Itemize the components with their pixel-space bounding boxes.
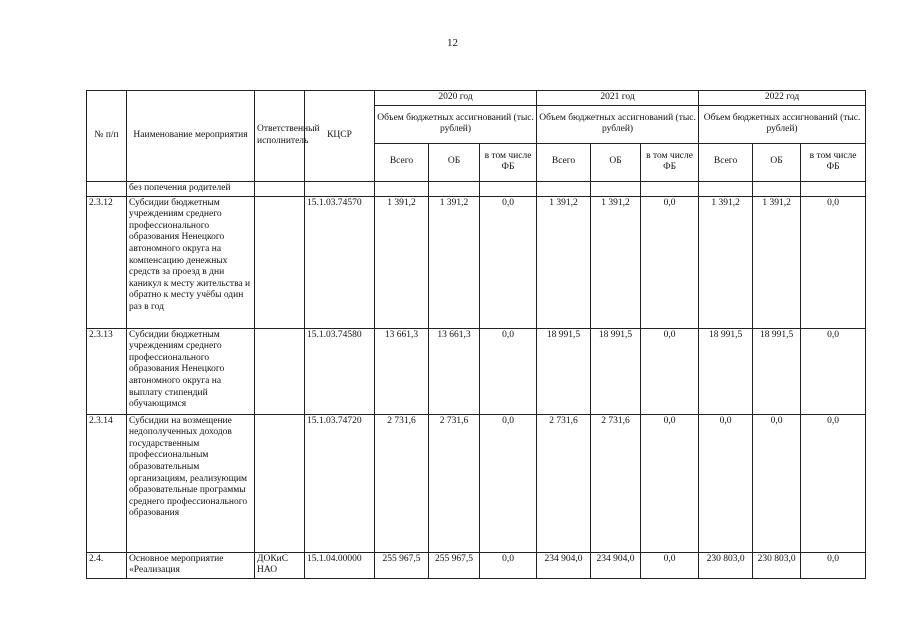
cell-total-2020: 13 661,3 [375, 328, 429, 414]
cell-num: 2.4. [87, 552, 127, 578]
cell-ob-2021: 1 391,2 [591, 196, 641, 328]
cell-ob-2021: 234 904,0 [591, 552, 641, 578]
cell-ob-2020: 255 967,5 [429, 552, 480, 578]
cell-kcsr: 15.1.03.74570 [305, 196, 375, 328]
cell-empty [480, 181, 537, 196]
cell-total-2022: 18 991,5 [699, 328, 753, 414]
cell-empty [641, 181, 699, 196]
cell-empty [429, 181, 480, 196]
header-fb-2020: в том числе ФБ [480, 143, 537, 181]
cell-fb-2021: 0,0 [641, 552, 699, 578]
cell-empty [537, 181, 591, 196]
cell-kcsr: 15.1.03.74580 [305, 328, 375, 414]
cell-ob-2020: 2 731,6 [429, 414, 480, 552]
header-year-2020: 2020 год [375, 91, 537, 106]
cell-total-2022: 230 803,0 [699, 552, 753, 578]
cell-name: Субсидии бюджетным учреждениям среднего профессионального образования Ненецкого автономного округа на выплату стипендий обучающимся [127, 328, 255, 414]
cell-ob-2022: 18 991,5 [753, 328, 801, 414]
cell-fb-2022: 0,0 [801, 196, 866, 328]
cell-empty [255, 181, 305, 196]
header-fb-2022: в том числе ФБ [801, 143, 866, 181]
header-ob-2022: ОБ [753, 143, 801, 181]
cell-ob-2020: 13 661,3 [429, 328, 480, 414]
cell-responsible [255, 414, 305, 552]
budget-table [86, 90, 866, 579]
cell-name: без попечения родителей [127, 181, 255, 196]
cell-ob-2021: 18 991,5 [591, 328, 641, 414]
cell-kcsr: 15.1.03.74720 [305, 414, 375, 552]
cell-fb-2020: 0,0 [480, 414, 537, 552]
cell-fb-2021: 0,0 [641, 328, 699, 414]
cell-fb-2020: 0,0 [480, 552, 537, 578]
header-kcsr: КЦСР [305, 91, 375, 182]
cell-ob-2022: 1 391,2 [753, 196, 801, 328]
header-fb-2021: в том числе ФБ [641, 143, 699, 181]
header-volume-2020: Объем бюджетных ассигнований (тыс. рублей) [375, 105, 537, 143]
cell-total-2020: 1 391,2 [375, 196, 429, 328]
cell-empty [801, 181, 866, 196]
cell-empty [699, 181, 753, 196]
page-number: 12 [447, 37, 458, 49]
header-year-2021: 2021 год [537, 91, 699, 106]
cell-name: Субсидии на возмещение недополученных доходов государственным профессиональным образовательным организациям, реализующим образовательные программы среднего профессионального образования [127, 414, 255, 552]
cell-empty [87, 181, 127, 196]
cell-responsible [255, 328, 305, 414]
cell-total-2021: 234 904,0 [537, 552, 591, 578]
cell-empty [305, 181, 375, 196]
header-ob-2021: ОБ [591, 143, 641, 181]
header-total-2021: Всего [537, 143, 591, 181]
cell-total-2022: 0,0 [699, 414, 753, 552]
table-body [87, 181, 866, 578]
cell-ob-2021: 2 731,6 [591, 414, 641, 552]
cell-total-2020: 255 967,5 [375, 552, 429, 578]
header-num: № п/п [87, 91, 127, 182]
table-row [87, 196, 866, 328]
header-year-2022: 2022 год [699, 91, 866, 106]
cell-total-2020: 2 731,6 [375, 414, 429, 552]
cell-fb-2022: 0,0 [801, 552, 866, 578]
cell-kcsr: 15.1.04.00000 [305, 552, 375, 578]
cell-total-2021: 18 991,5 [537, 328, 591, 414]
cell-responsible: ДОКиС НАО [255, 552, 305, 578]
cell-num: 2.3.14 [87, 414, 127, 552]
cell-empty [591, 181, 641, 196]
cell-total-2021: 2 731,6 [537, 414, 591, 552]
cell-fb-2022: 0,0 [801, 328, 866, 414]
cell-responsible [255, 196, 305, 328]
cell-fb-2020: 0,0 [480, 328, 537, 414]
cell-num: 2.3.12 [87, 196, 127, 328]
cell-total-2022: 1 391,2 [699, 196, 753, 328]
table-row [87, 552, 866, 578]
cell-num: 2.3.13 [87, 328, 127, 414]
header-name: Наименование мероприятия [127, 91, 255, 182]
cell-ob-2022: 230 803,0 [753, 552, 801, 578]
cell-empty [375, 181, 429, 196]
cell-fb-2021: 0,0 [641, 196, 699, 328]
header-responsible: Ответственный исполнитель [255, 91, 305, 182]
header-volume-2021: Объем бюджетных ассигнований (тыс. рублей) [537, 105, 699, 143]
header-volume-2022: Объем бюджетных ассигнований (тыс. рублей) [699, 105, 866, 143]
table-row [87, 414, 866, 552]
cell-name: Основное мероприятие «Реализация [127, 552, 255, 578]
cell-fb-2022: 0,0 [801, 414, 866, 552]
table-row-continuation [87, 181, 866, 196]
cell-name: Субсидии бюджетным учреждениям среднего профессионального образования Ненецкого автономного округа на компенсацию денежных средств за проезд в дни каникул к месту жительства и обратно к месту учёбы один раз в год [127, 196, 255, 328]
cell-fb-2021: 0,0 [641, 414, 699, 552]
header-ob-2020: ОБ [429, 143, 480, 181]
header-total-2020: Всего [375, 143, 429, 181]
cell-fb-2020: 0,0 [480, 196, 537, 328]
cell-ob-2022: 0,0 [753, 414, 801, 552]
cell-ob-2020: 1 391,2 [429, 196, 480, 328]
cell-total-2021: 1 391,2 [537, 196, 591, 328]
cell-empty [753, 181, 801, 196]
table-row [87, 328, 866, 414]
header-total-2022: Всего [699, 143, 753, 181]
table-header [87, 91, 866, 182]
